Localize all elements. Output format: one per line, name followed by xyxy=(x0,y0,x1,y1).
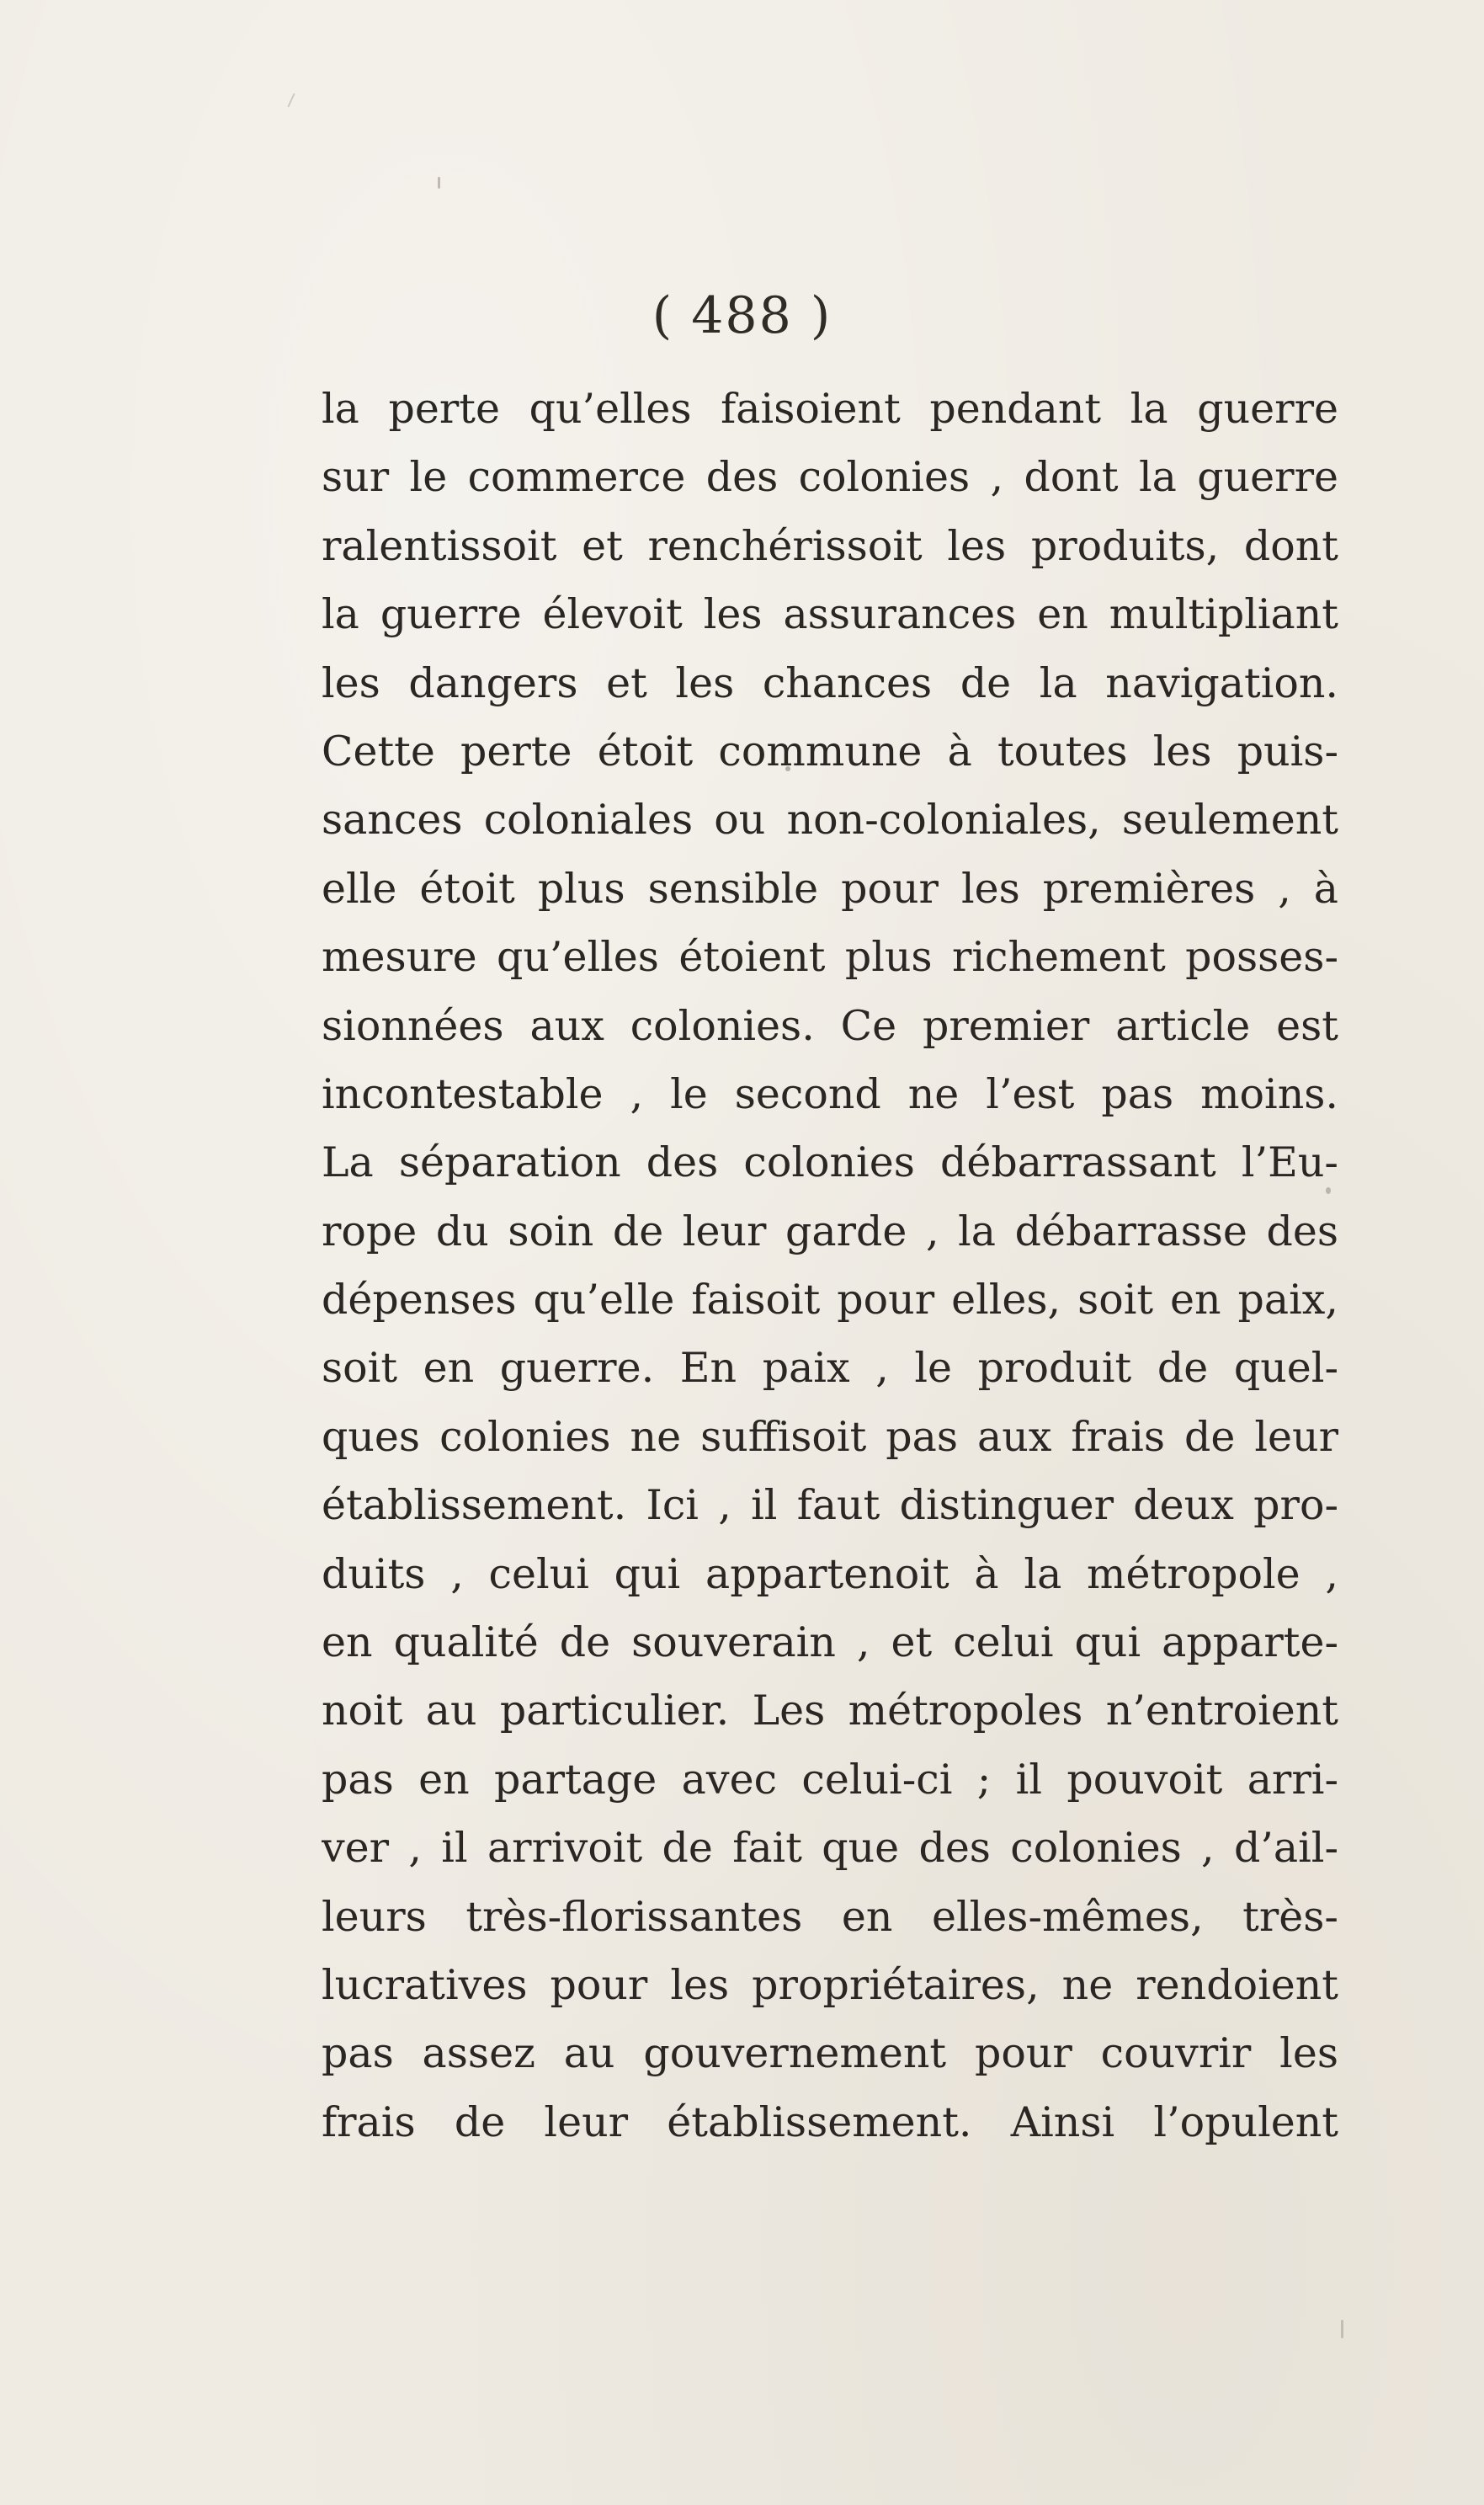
text-line: ver , il arrivoit de fait que des colonies , d’ail- xyxy=(322,1824,1338,1873)
text-line: en qualité de souverain , et celui qui apparte- xyxy=(322,1618,1338,1667)
text-line: elle étoit plus sensible pour les premières , à xyxy=(322,864,1338,913)
paper-speck xyxy=(1341,2320,1343,2338)
text-line: établissement. Ici , il faut distinguer deux pro- xyxy=(322,1481,1338,1530)
text-line: incontestable , le second ne l’est pas moins. xyxy=(322,1069,1338,1118)
text-line: duits , celui qui appartenoit à la métropole , xyxy=(322,1549,1338,1598)
text-line: sances coloniales ou non-coloniales, seulement xyxy=(322,796,1338,845)
text-line: noit au particulier. Les métropoles n’entroient xyxy=(322,1687,1338,1735)
text-line: ralentissoit et renchérissoit les produits, dont xyxy=(322,521,1338,570)
text-line: la guerre élevoit les assurances en multipliant xyxy=(322,590,1338,639)
text-line: pas assez au gouvernement pour couvrir les xyxy=(322,2029,1338,2078)
text-line: pas en partage avec celui-ci ; il pouvoit arri- xyxy=(322,1755,1338,1804)
text-line: dépenses qu’elle faisoit pour elles, soit en paix, xyxy=(322,1276,1338,1324)
text-line: Cette perte étoit commune à toutes les puis- xyxy=(322,727,1338,775)
paper-speck xyxy=(438,177,440,189)
text-line: mesure qu’elles étoient plus richement posses- xyxy=(322,933,1338,982)
text-line: frais de leur établissement. Ainsi l’opulent xyxy=(322,2097,1338,2146)
body-text xyxy=(322,375,1338,2156)
text-line: la perte qu’elles faisoient pendant la guerre xyxy=(322,385,1338,433)
text-line: sionnées aux colonies. Ce premier article est xyxy=(322,1001,1338,1050)
text-line: sur le commerce des colonies , dont la guerre xyxy=(322,453,1338,502)
text-line: La séparation des colonies débarrassant l’Eu- xyxy=(322,1138,1338,1187)
text-line: lucratives pour les propriétaires, ne rendoient xyxy=(322,1960,1338,2009)
text-line: rope du soin de leur garde , la débarrasse des xyxy=(322,1207,1338,1255)
paper-speck xyxy=(287,93,295,107)
text-line: leurs très-florissantes en elles-mêmes, très- xyxy=(322,1892,1338,1941)
text-line: les dangers et les chances de la navigation. xyxy=(322,658,1338,707)
page-number: ( 488 ) xyxy=(652,286,832,345)
text-line: soit en guerre. En paix , le produit de quel- xyxy=(322,1344,1338,1393)
text-line: ques colonies ne suffisoit pas aux frais de leur xyxy=(322,1412,1338,1461)
